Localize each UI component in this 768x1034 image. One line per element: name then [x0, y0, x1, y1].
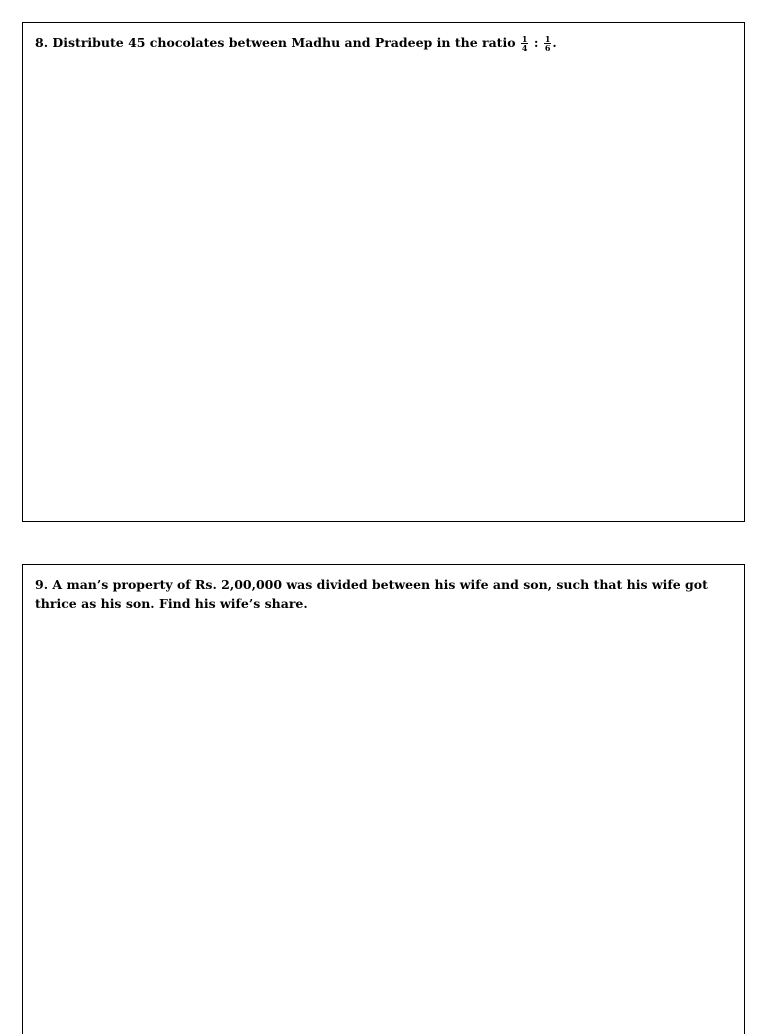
question-9-box: [22, 564, 745, 1034]
ratio-separator: :: [533, 35, 539, 50]
sentence-end: .: [552, 35, 557, 50]
question-8-text: Distribute 45 chocolates between Madhu and Pradeep in the ratio: [52, 35, 516, 50]
question-9-number: 9.: [35, 577, 49, 592]
fraction-numerator: 1: [544, 34, 551, 44]
fraction-one-sixth: [544, 35, 552, 52]
fraction-numerator: 1: [521, 34, 528, 44]
fraction-denominator: 4: [521, 43, 528, 53]
fraction-one-quarter: [521, 35, 529, 52]
fraction-denominator: 6: [544, 43, 551, 53]
question-8-number: 8.: [35, 35, 49, 50]
question-8-box: [22, 22, 745, 522]
question-9-text: A man’s property of Rs. 2,00,000 was divided between his wife and son, such that his wife got thrice as his son. Find his wife’s share.: [35, 577, 708, 611]
